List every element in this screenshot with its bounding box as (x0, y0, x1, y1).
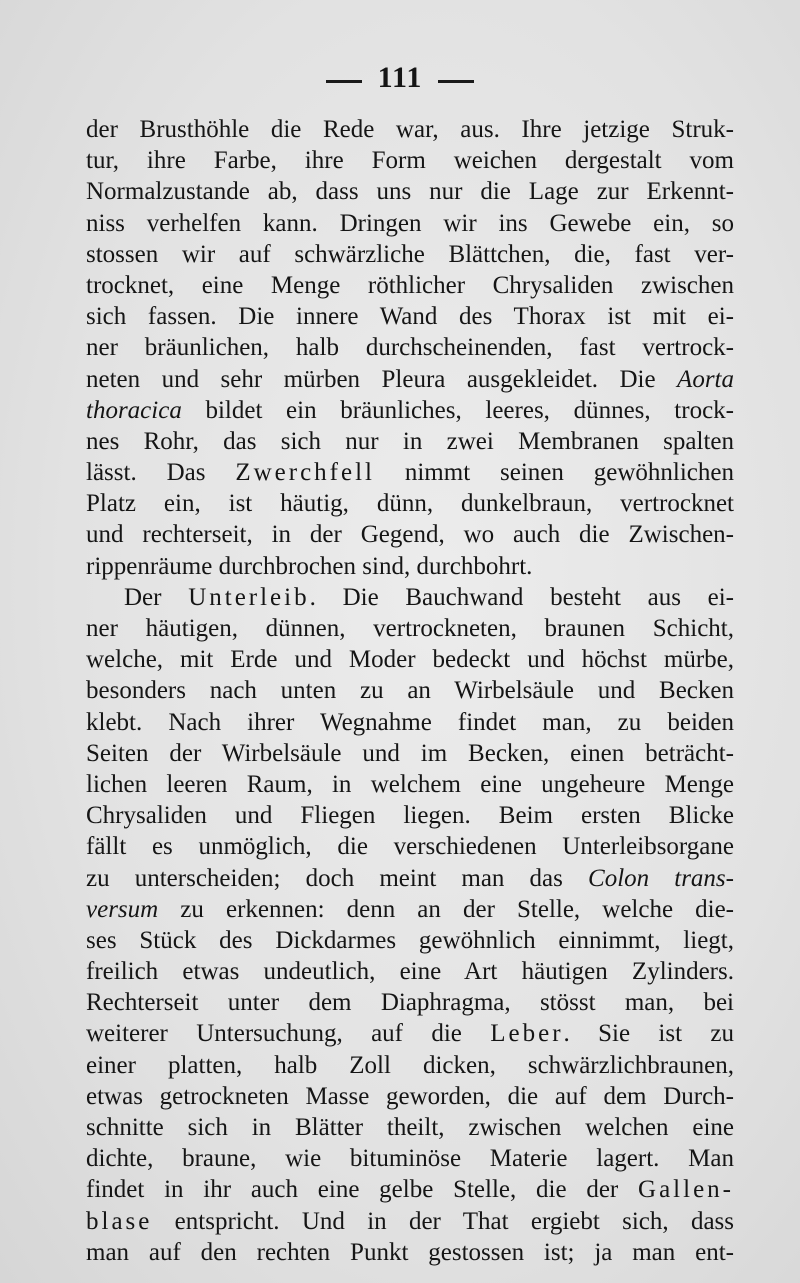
text-segment: weiterer Untersuchung, auf die (86, 1020, 491, 1048)
text-segment: Normalzustande ab, dass uns nur die Lage zur Erkennt- (86, 178, 734, 206)
text-segment: zu unterscheiden; doch meint man das (86, 864, 589, 892)
text-line (86, 208, 734, 239)
text-segment: entspricht. Und in der That ergiebt sich, dass (152, 1207, 734, 1235)
spaced-term: Unterleib (188, 583, 310, 611)
text-segment: nes Rohr, das sich nur in zwei Membranen spalten (86, 427, 734, 455)
text-segment: welche, mit Erde und Moder bedeckt und höchst mürbe, (86, 646, 734, 674)
text-segment: besonders nach unten zu an Wirbelsäule und Becken (86, 677, 734, 705)
header-dash-left (326, 80, 362, 83)
text-line (86, 675, 734, 706)
text-line (86, 800, 734, 831)
text-segment: schnitte sich in Blätter theilt, zwischen welchen eine (86, 1114, 734, 1141)
text-line (86, 644, 734, 675)
text-line (86, 863, 734, 894)
text-segment: findet in ihr auch eine gelbe Stelle, die der (86, 1176, 639, 1204)
text-segment: sich fassen. Die innere Wand des Thorax ist mit ei- (86, 303, 734, 331)
page-number: 111 (377, 61, 423, 94)
text-line (86, 894, 734, 925)
text-segment: ner häutigen, dünnen, vertrockneten, braunen Schicht, (86, 615, 734, 642)
spaced-term: Leber (490, 1020, 564, 1048)
text-line (86, 1018, 734, 1049)
text-line (86, 582, 734, 613)
text-segment: Der (124, 583, 189, 611)
text-segment: tur, ihre Farbe, ihre Form weichen dergestalt vom (86, 147, 734, 175)
text-line (86, 270, 734, 301)
text-line (86, 925, 734, 956)
text-line (86, 301, 734, 332)
text-segment: bildet ein bräunliches, leeres, dünnes, trock- (181, 396, 734, 424)
text-line (86, 114, 734, 145)
body-text (86, 114, 734, 1268)
italic-term: Colon trans- (588, 864, 734, 892)
text-line (86, 1112, 734, 1143)
text-segment: klebt. Nach ihrer Wegnahme findet man, zu beiden (86, 708, 734, 736)
text-line (86, 613, 734, 644)
text-line (86, 239, 734, 270)
text-segment: stossen wir auf schwärzliche Blättchen, die, fast ver- (86, 240, 734, 268)
text-line (86, 769, 734, 800)
spaced-term: Gallen- (638, 1176, 734, 1204)
text-line (86, 176, 734, 207)
text-segment: man auf den rechten Punkt gestossen ist; ja man ent- (86, 1238, 734, 1266)
text-line (86, 332, 734, 363)
text-segment: fällt es unmöglich, die verschiedenen Unterleibsorgane (86, 833, 734, 861)
text-line (86, 1237, 734, 1268)
text-line (86, 1081, 734, 1112)
text-line (86, 426, 734, 457)
text-line (86, 831, 734, 862)
text-segment: einer platten, halb Zoll dicken, schwärzlichbraunen, (86, 1051, 734, 1079)
text-line (86, 707, 734, 738)
text-segment: zu erkennen: denn an der Stelle, welche die- (158, 895, 734, 923)
text-segment: der Brusthöhle die Rede war, aus. Ihre jetzige Struk- (86, 116, 734, 143)
text-segment: lässt. Das (86, 459, 236, 487)
text-segment: ner bräunlichen, halb durchscheinenden, fast vertrock- (86, 334, 734, 362)
text-line (86, 519, 734, 550)
text-segment: nimmt seinen gewöhnlichen (374, 459, 734, 487)
text-line (86, 488, 734, 519)
text-segment: ses Stück des Dickdarmes gewöhnlich einnimmt, liegt, (86, 926, 734, 954)
text-segment: und rechterseit, in der Gegend, wo auch die Zwischen- (86, 521, 734, 549)
text-line (86, 395, 734, 426)
text-line (86, 364, 734, 395)
text-segment: dichte, braune, wie bituminöse Materie lagert. Man (86, 1145, 734, 1173)
header-dash-right (438, 80, 474, 83)
text-segment: Seiten der Wirbelsäule und im Becken, einen beträcht- (86, 739, 734, 767)
text-segment: Chrysaliden und Fliegen liegen. Beim ersten Blicke (86, 802, 734, 830)
text-line (86, 738, 734, 769)
text-line (86, 956, 734, 987)
page-header (0, 58, 800, 98)
text-line (86, 1206, 734, 1237)
italic-term: Aorta (677, 365, 734, 393)
text-segment: niss verhelfen kann. Dringen wir ins Gewebe ein, so (86, 209, 734, 237)
text-segment: lichen leeren Raum, in welchem eine ungeheure Menge (86, 770, 734, 798)
spaced-term: Zwerchfell (235, 459, 375, 487)
text-segment: etwas getrockneten Masse geworden, die auf dem Durch- (86, 1082, 734, 1110)
spaced-term: blase (86, 1207, 153, 1235)
text-segment: neten und sehr mürben Pleura ausgekleidet. Die (86, 365, 678, 393)
text-line (86, 457, 734, 488)
text-segment: Rechterseit unter dem Diaphragma, stösst man, bei (86, 989, 734, 1017)
italic-term: versum (86, 895, 159, 923)
text-line (86, 551, 734, 582)
text-segment: Platz ein, ist häutig, dünn, dunkelbraun, vertrocknet (86, 490, 734, 518)
text-line (86, 145, 734, 176)
text-line (86, 987, 734, 1018)
text-segment: freilich etwas undeutlich, eine Art häutigen Zylinders. (86, 958, 734, 986)
italic-term: thoracica (86, 396, 182, 424)
text-segment: . Sie ist zu (563, 1020, 734, 1048)
text-segment: . Die Bauchwand besteht aus ei- (309, 583, 734, 611)
text-line (86, 1050, 734, 1081)
text-line (86, 1174, 734, 1205)
text-line (86, 1143, 734, 1174)
text-segment: rippenräume durchbrochen sind, durchbohrt. (86, 552, 533, 580)
text-segment: trocknet, eine Menge röthlicher Chrysaliden zwischen (86, 271, 734, 299)
